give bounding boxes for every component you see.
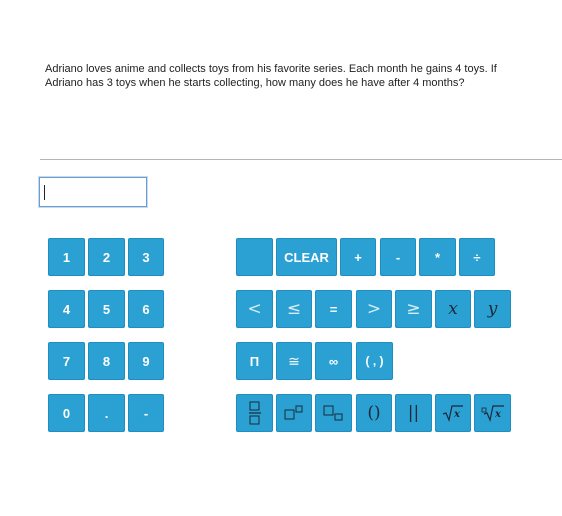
exponent-button[interactable]: [276, 394, 312, 432]
key-9[interactable]: 9: [128, 342, 164, 380]
key-ordered-pair[interactable]: ( , ): [356, 342, 393, 380]
key-3[interactable]: 3: [128, 238, 164, 276]
answer-input[interactable]: [39, 177, 147, 207]
key-7[interactable]: 7: [48, 342, 85, 380]
subscript-button[interactable]: [315, 394, 352, 432]
svg-text:x: x: [494, 409, 501, 420]
fraction-icon: [248, 400, 262, 426]
key-infinity[interactable]: ∞: [315, 342, 352, 380]
key-2[interactable]: 2: [88, 238, 125, 276]
question-line-1: Adriano loves anime and collects toys from his favorite series. Each month he gains 4 toys. If: [45, 63, 497, 75]
key-absolute-value[interactable]: ||: [395, 394, 432, 432]
divider: [40, 159, 562, 160]
key-0[interactable]: 0: [48, 394, 85, 432]
key-4[interactable]: 4: [48, 290, 85, 328]
fraction-button[interactable]: [236, 394, 273, 432]
subscript-icon: [323, 404, 345, 422]
svg-text:x: x: [454, 409, 460, 420]
key-variable-y[interactable]: y: [474, 290, 511, 328]
question-line-2: Adriano has 3 toys when he starts collecting, how many does he have after 4 months?: [45, 77, 465, 89]
key-6[interactable]: 6: [128, 290, 164, 328]
key-greater-than[interactable]: >: [356, 290, 392, 328]
key-less-than[interactable]: <: [236, 290, 273, 328]
key-parentheses[interactable]: (): [356, 394, 392, 432]
nth-root-icon: [481, 404, 505, 422]
question-text: [45, 62, 550, 90]
exponent-icon: [284, 405, 304, 421]
key-5[interactable]: 5: [88, 290, 125, 328]
key-1[interactable]: 1: [48, 238, 85, 276]
key-greater-equal[interactable]: ≥: [395, 290, 432, 328]
key-divide[interactable]: ÷: [459, 238, 495, 276]
text-caret: [44, 185, 45, 200]
key-multiply[interactable]: *: [419, 238, 456, 276]
key-minus[interactable]: -: [380, 238, 416, 276]
key-8[interactable]: 8: [88, 342, 125, 380]
clear-button[interactable]: CLEAR: [276, 238, 337, 276]
key-variable-x[interactable]: x: [435, 290, 471, 328]
key-approx-equal[interactable]: ≅: [276, 342, 312, 380]
sqrt-icon: [442, 404, 464, 422]
key-less-equal[interactable]: ≤: [276, 290, 312, 328]
key-decimal[interactable]: .: [88, 394, 125, 432]
key-negative[interactable]: -: [128, 394, 164, 432]
key-plus[interactable]: +: [340, 238, 376, 276]
key-blank[interactable]: [236, 238, 273, 276]
sqrt-button[interactable]: [435, 394, 471, 432]
nth-root-button[interactable]: [474, 394, 511, 432]
key-pi[interactable]: Π: [236, 342, 273, 380]
key-equals[interactable]: =: [315, 290, 352, 328]
